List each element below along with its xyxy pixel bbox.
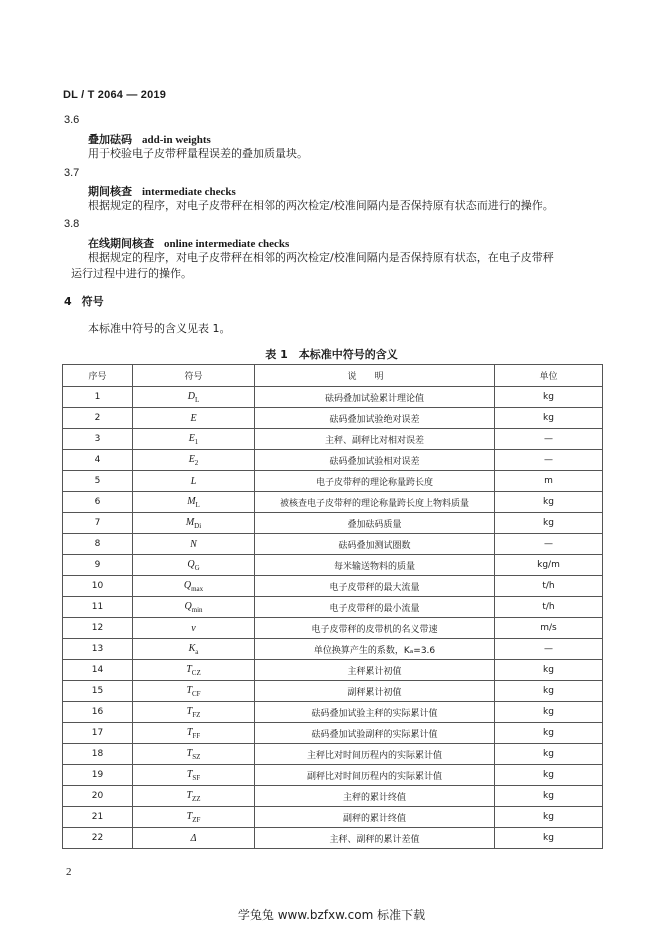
table-row — [63, 786, 603, 807]
table-row — [63, 555, 603, 576]
term-number: 3.6 — [64, 114, 80, 126]
symbol-subscript: L — [194, 395, 200, 404]
header-unit: 单位 — [495, 365, 603, 387]
symbols-table — [62, 364, 603, 849]
symbol-main: T — [186, 663, 192, 675]
symbol-main: T — [186, 705, 193, 717]
table-row — [63, 450, 603, 471]
cell-seq: 8 — [63, 534, 133, 555]
cell-seq: 17 — [63, 723, 133, 744]
symbol-main: T — [186, 726, 193, 738]
table-row — [63, 618, 603, 639]
cell-seq: 20 — [63, 786, 133, 807]
cell-desc: 副秤累计初值 — [255, 681, 495, 702]
cell-seq: 4 — [63, 450, 133, 471]
cell-seq: 7 — [63, 513, 133, 534]
symbol-subscript: FF — [192, 731, 201, 740]
symbol-main: M — [185, 516, 195, 528]
table-row — [63, 471, 603, 492]
cell-seq: 16 — [63, 702, 133, 723]
cell-seq: 6 — [63, 492, 133, 513]
cell-unit: kg — [495, 702, 603, 723]
table-row — [63, 576, 603, 597]
definition-line: 根据规定的程序，对电子皮带秤在相邻的两次检定/校准间隔内是否保持原有状态，在电子皮带秤 — [88, 251, 554, 264]
table-row — [63, 429, 603, 450]
cell-symbol — [133, 702, 255, 723]
cell-unit: kg — [495, 387, 603, 408]
cell-desc: 被核查电子皮带秤的理论称量跨长度上物料质量 — [255, 492, 495, 513]
term-title-en: add-in weights — [142, 134, 211, 146]
cell-desc: 电子皮带秤的最大流量 — [255, 576, 495, 597]
cell-symbol — [133, 723, 255, 744]
cell-unit: kg — [495, 513, 603, 534]
cell-unit: — — [495, 429, 603, 450]
term-definition — [88, 198, 554, 214]
symbol-main: E — [190, 412, 197, 424]
cell-seq: 9 — [63, 555, 133, 576]
symbol-main: v — [191, 622, 196, 634]
cell-desc: 叠加砝码质量 — [255, 513, 495, 534]
cell-desc: 砝码叠加试验副秤的实际累计值 — [255, 723, 495, 744]
cell-unit: m — [495, 471, 603, 492]
cell-unit: t/h — [495, 576, 603, 597]
cell-unit: kg — [495, 807, 603, 828]
section-heading — [64, 293, 104, 309]
cell-desc: 主秤、副秤的累计差值 — [255, 828, 495, 849]
term-definition — [71, 250, 554, 282]
term-title-zh: 期间核查 — [88, 185, 132, 198]
cell-symbol — [133, 828, 255, 849]
cell-desc: 主秤比对时间历程内的实际累计值 — [255, 744, 495, 765]
cell-symbol — [133, 534, 255, 555]
page-number: 2 — [66, 866, 72, 878]
header-symbol: 符号 — [133, 365, 255, 387]
header-seq: 序号 — [63, 365, 133, 387]
cell-seq: 15 — [63, 681, 133, 702]
footer-watermark-text: 学兔兔 www.bzfxw.com 标准下载 — [237, 908, 426, 922]
cell-unit: kg — [495, 492, 603, 513]
cell-symbol — [133, 429, 255, 450]
cell-desc: 主秤的累计终值 — [255, 786, 495, 807]
table-row — [63, 723, 603, 744]
definition-line: 运行过程中进行的操作。 — [71, 267, 192, 280]
document-code: DL / T 2064 — 2019 — [63, 89, 167, 101]
cell-seq: 11 — [63, 597, 133, 618]
cell-seq: 2 — [63, 408, 133, 429]
cell-symbol — [133, 492, 255, 513]
cell-symbol — [133, 597, 255, 618]
cell-seq: 10 — [63, 576, 133, 597]
cell-desc: 砝码叠加试验相对误差 — [255, 450, 495, 471]
cell-unit: kg/m — [495, 555, 603, 576]
term-title — [88, 183, 236, 199]
symbol-subscript: CF — [192, 689, 201, 698]
symbol-main: T — [186, 768, 193, 780]
table-row — [63, 387, 603, 408]
symbol-subscript: FZ — [192, 710, 201, 719]
cell-unit: t/h — [495, 597, 603, 618]
cell-symbol — [133, 576, 255, 597]
cell-desc: 砝码叠加试验主秤的实际累计值 — [255, 702, 495, 723]
table-row — [63, 765, 603, 786]
symbol-main: M — [187, 495, 196, 507]
cell-desc: 单位换算产生的系数，Kₐ=3.6 — [255, 639, 495, 660]
cell-unit: kg — [495, 786, 603, 807]
symbol-main: T — [186, 810, 193, 822]
cell-desc: 砝码叠加试验累计理论值 — [255, 387, 495, 408]
symbol-subscript: SF — [192, 773, 201, 782]
cell-symbol — [133, 387, 255, 408]
cell-seq: 19 — [63, 765, 133, 786]
cell-desc: 每米输送物料的质量 — [255, 555, 495, 576]
symbol-subscript: min — [191, 605, 203, 614]
section-number: 4 — [64, 295, 72, 308]
header-desc: 说明 — [255, 365, 495, 387]
definition-line: 用于校验电子皮带秤量程误差的叠加质量块。 — [88, 147, 308, 160]
cell-symbol — [133, 471, 255, 492]
cell-unit: kg — [495, 660, 603, 681]
table-row — [63, 828, 603, 849]
term-title-zh: 叠加砝码 — [88, 133, 132, 146]
term-definition — [88, 146, 308, 162]
table-row — [63, 660, 603, 681]
cell-seq: 21 — [63, 807, 133, 828]
symbol-main: Q — [183, 579, 192, 591]
cell-desc: 主秤、副秤比对相对误差 — [255, 429, 495, 450]
cell-desc: 电子皮带秤的皮带机的名义带速 — [255, 618, 495, 639]
cell-desc: 砝码叠加测试圈数 — [255, 534, 495, 555]
symbol-main: K — [188, 642, 196, 654]
symbol-main: Q — [184, 600, 192, 612]
cell-unit: kg — [495, 681, 603, 702]
cell-unit: kg — [495, 408, 603, 429]
symbol-subscript: CZ — [191, 668, 201, 677]
symbol-main: N — [190, 538, 197, 550]
symbol-subscript: Di — [194, 521, 202, 530]
cell-unit: — — [495, 450, 603, 471]
cell-desc: 副秤比对时间历程内的实际累计值 — [255, 765, 495, 786]
symbol-subscript: G — [194, 563, 200, 572]
symbol-main: E — [188, 453, 195, 465]
table-row — [63, 534, 603, 555]
symbol-main: L — [190, 475, 197, 487]
symbol-subscript: ZF — [192, 815, 201, 824]
table-row — [63, 492, 603, 513]
table-row — [63, 597, 603, 618]
table-row — [63, 513, 603, 534]
cell-seq: 3 — [63, 429, 133, 450]
symbol-subscript: ZZ — [192, 794, 201, 803]
symbol-main: T — [186, 789, 192, 801]
cell-symbol — [133, 660, 255, 681]
section-title: 符号 — [81, 295, 104, 308]
cell-symbol — [133, 681, 255, 702]
table-header-row — [63, 365, 603, 387]
symbol-subscript: max — [191, 584, 204, 593]
cell-unit: kg — [495, 828, 603, 849]
cell-desc: 电子皮带秤的最小流量 — [255, 597, 495, 618]
table-body — [63, 387, 603, 849]
cell-symbol — [133, 786, 255, 807]
symbol-subscript: SZ — [192, 752, 201, 761]
term-title-en: intermediate checks — [142, 186, 236, 198]
symbol-main: Q — [187, 558, 195, 570]
cell-desc: 电子皮带秤的理论称量跨长度 — [255, 471, 495, 492]
cell-symbol — [133, 744, 255, 765]
symbol-subscript: 1 — [194, 437, 199, 446]
symbol-subscript: a — [195, 647, 199, 656]
cell-symbol — [133, 408, 255, 429]
symbol-main: Δ — [190, 832, 197, 844]
cell-unit: kg — [495, 765, 603, 786]
term-title-en: online intermediate checks — [164, 238, 290, 250]
symbol-main: E — [188, 432, 195, 444]
term-title-zh: 在线期间核查 — [88, 237, 154, 250]
cell-unit: kg — [495, 744, 603, 765]
table-row — [63, 702, 603, 723]
symbol-subscript: L — [195, 500, 200, 509]
table-row — [63, 744, 603, 765]
symbol-main: D — [187, 390, 195, 402]
table-row — [63, 681, 603, 702]
term-title — [88, 131, 211, 147]
cell-seq: 5 — [63, 471, 133, 492]
cell-desc: 砝码叠加试验绝对误差 — [255, 408, 495, 429]
cell-seq: 1 — [63, 387, 133, 408]
cell-seq: 18 — [63, 744, 133, 765]
cell-unit: — — [495, 534, 603, 555]
term-number: 3.8 — [64, 218, 80, 230]
cell-symbol — [133, 639, 255, 660]
cell-seq: 14 — [63, 660, 133, 681]
cell-desc: 副秤的累计终值 — [255, 807, 495, 828]
cell-symbol — [133, 765, 255, 786]
cell-unit: — — [495, 639, 603, 660]
cell-unit: kg — [495, 723, 603, 744]
cell-symbol — [133, 513, 255, 534]
cell-symbol — [133, 618, 255, 639]
table-row — [63, 408, 603, 429]
table-row — [63, 639, 603, 660]
term-number: 3.7 — [64, 167, 80, 179]
symbol-subscript: 2 — [194, 458, 199, 467]
definition-line: 根据规定的程序，对电子皮带秤在相邻的两次检定/校准间隔内是否保持原有状态而进行的操作。 — [88, 199, 554, 212]
section-intro: 本标准中符号的含义见表 1。 — [88, 322, 231, 335]
table-row — [63, 807, 603, 828]
cell-seq: 12 — [63, 618, 133, 639]
cell-symbol — [133, 807, 255, 828]
cell-seq: 22 — [63, 828, 133, 849]
cell-symbol — [133, 450, 255, 471]
cell-unit: m/s — [495, 618, 603, 639]
symbol-main: T — [186, 747, 193, 759]
cell-symbol — [133, 555, 255, 576]
cell-desc: 主秤累计初值 — [255, 660, 495, 681]
cell-seq: 13 — [63, 639, 133, 660]
term-title — [88, 235, 289, 251]
table-caption: 表 1 本标准中符号的含义 — [265, 348, 398, 361]
symbol-main: T — [186, 684, 192, 696]
